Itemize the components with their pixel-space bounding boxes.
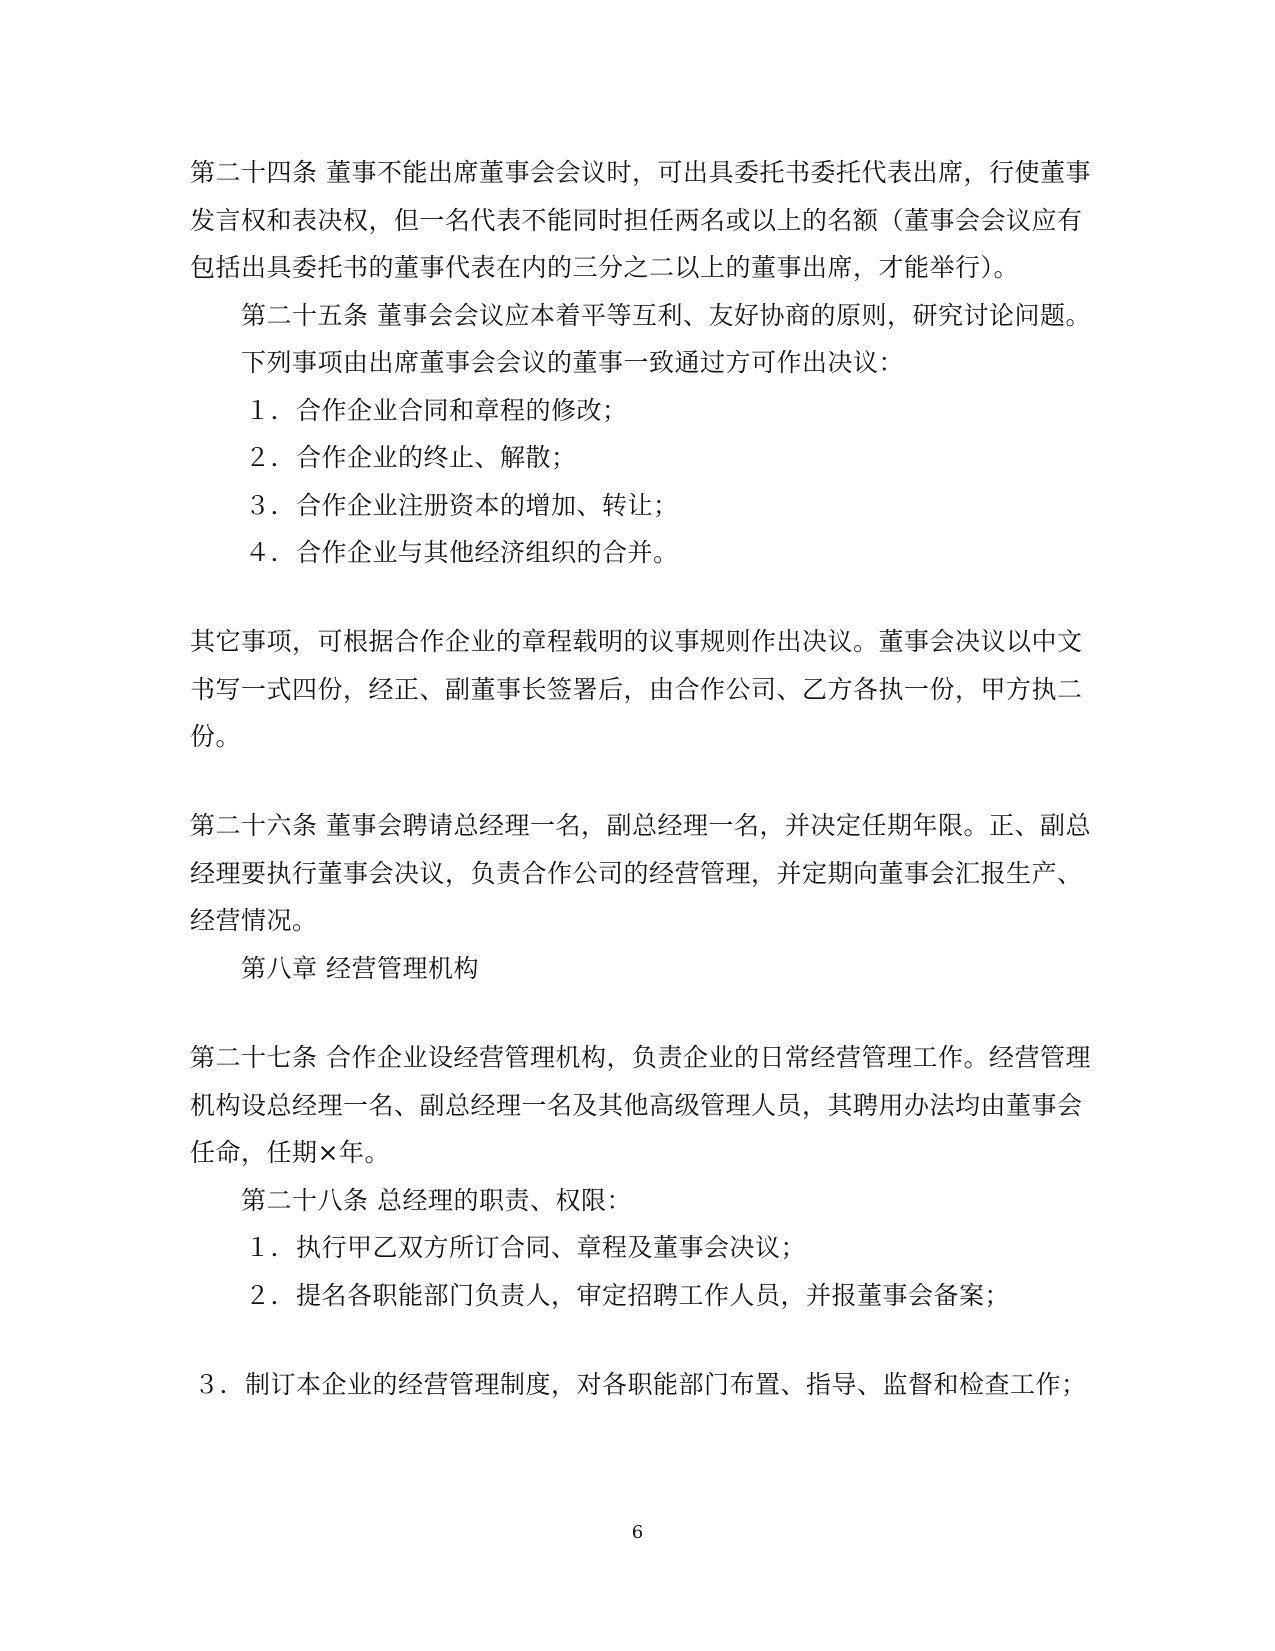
chapter-heading: 第八章 经营管理机构 xyxy=(241,954,479,983)
list-item: ２．提名各职能部门负责人，审定招聘工作人员，并报董事会备案； xyxy=(245,1281,1011,1310)
article-27-line-2: 机构设总经理一名、副总经理一名及其他高级管理人员，其聘用办法均由董事会 xyxy=(190,1091,1083,1120)
list-item: ４．合作企业与其他经济组织的合并。 xyxy=(245,538,679,567)
article-27-line-3: 任命，任期×年。 xyxy=(190,1138,390,1167)
article-24-line-3: 包括出具委托书的董事代表在内的三分之二以上的董事出席，才能举行）。 xyxy=(190,253,1020,282)
article-27-line-1: 第二十七条 合作企业设经营管理机构，负责企业的日常经营管理工作。经营管理 xyxy=(190,1043,1091,1072)
article-26-line-1: 第二十六条 董事会聘请总经理一名，副总经理一名，并决定任期年限。正、副总 xyxy=(190,811,1091,840)
article-26-line-3: 经营情况。 xyxy=(190,906,318,935)
article-25-line-1: 第二十五条 董事会会议应本着平等互利、友好协商的原则，研究讨论问题。 xyxy=(241,301,1091,330)
list-item: ３．合作企业注册资本的增加、转让； xyxy=(245,491,679,520)
page-number: 6 xyxy=(631,1522,644,1543)
article-24-line-1: 第二十四条 董事不能出席董事会会议时，可出具委托书委托代表出席，行使董事 xyxy=(190,158,1091,187)
list-item: ３．制订本企业的经营管理制度，对各职能部门布置、指导、监督和检查工作； xyxy=(194,1370,1087,1399)
article-24-line-2: 发言权和表决权，但一名代表不能同时担任两名或以上的名额（董事会会议应有 xyxy=(190,206,1083,235)
other-matters-line-3: 份。 xyxy=(190,722,242,751)
other-matters-line-2: 书写一式四份，经正、副董事长签署后，由合作公司、乙方各执一份，甲方执二 xyxy=(190,675,1083,704)
article-28-heading: 第二十八条 总经理的职责、权限： xyxy=(241,1186,632,1215)
list-item: ２．合作企业的终止、解散； xyxy=(245,443,577,472)
list-item: １．执行甲乙双方所订合同、章程及董事会决议； xyxy=(245,1233,807,1262)
article-26-line-2: 经理要执行董事会决议，负责合作公司的经营管理，并定期向董事会汇报生产、 xyxy=(190,859,1083,888)
list-item: １．合作企业合同和章程的修改； xyxy=(245,396,628,425)
article-25-line-2: 下列事项由出席董事会会议的董事一致通过方可作出决议： xyxy=(241,348,905,377)
other-matters-line-1: 其它事项，可根据合作企业的章程载明的议事规则作出决议。董事会决议以中文 xyxy=(190,627,1083,656)
